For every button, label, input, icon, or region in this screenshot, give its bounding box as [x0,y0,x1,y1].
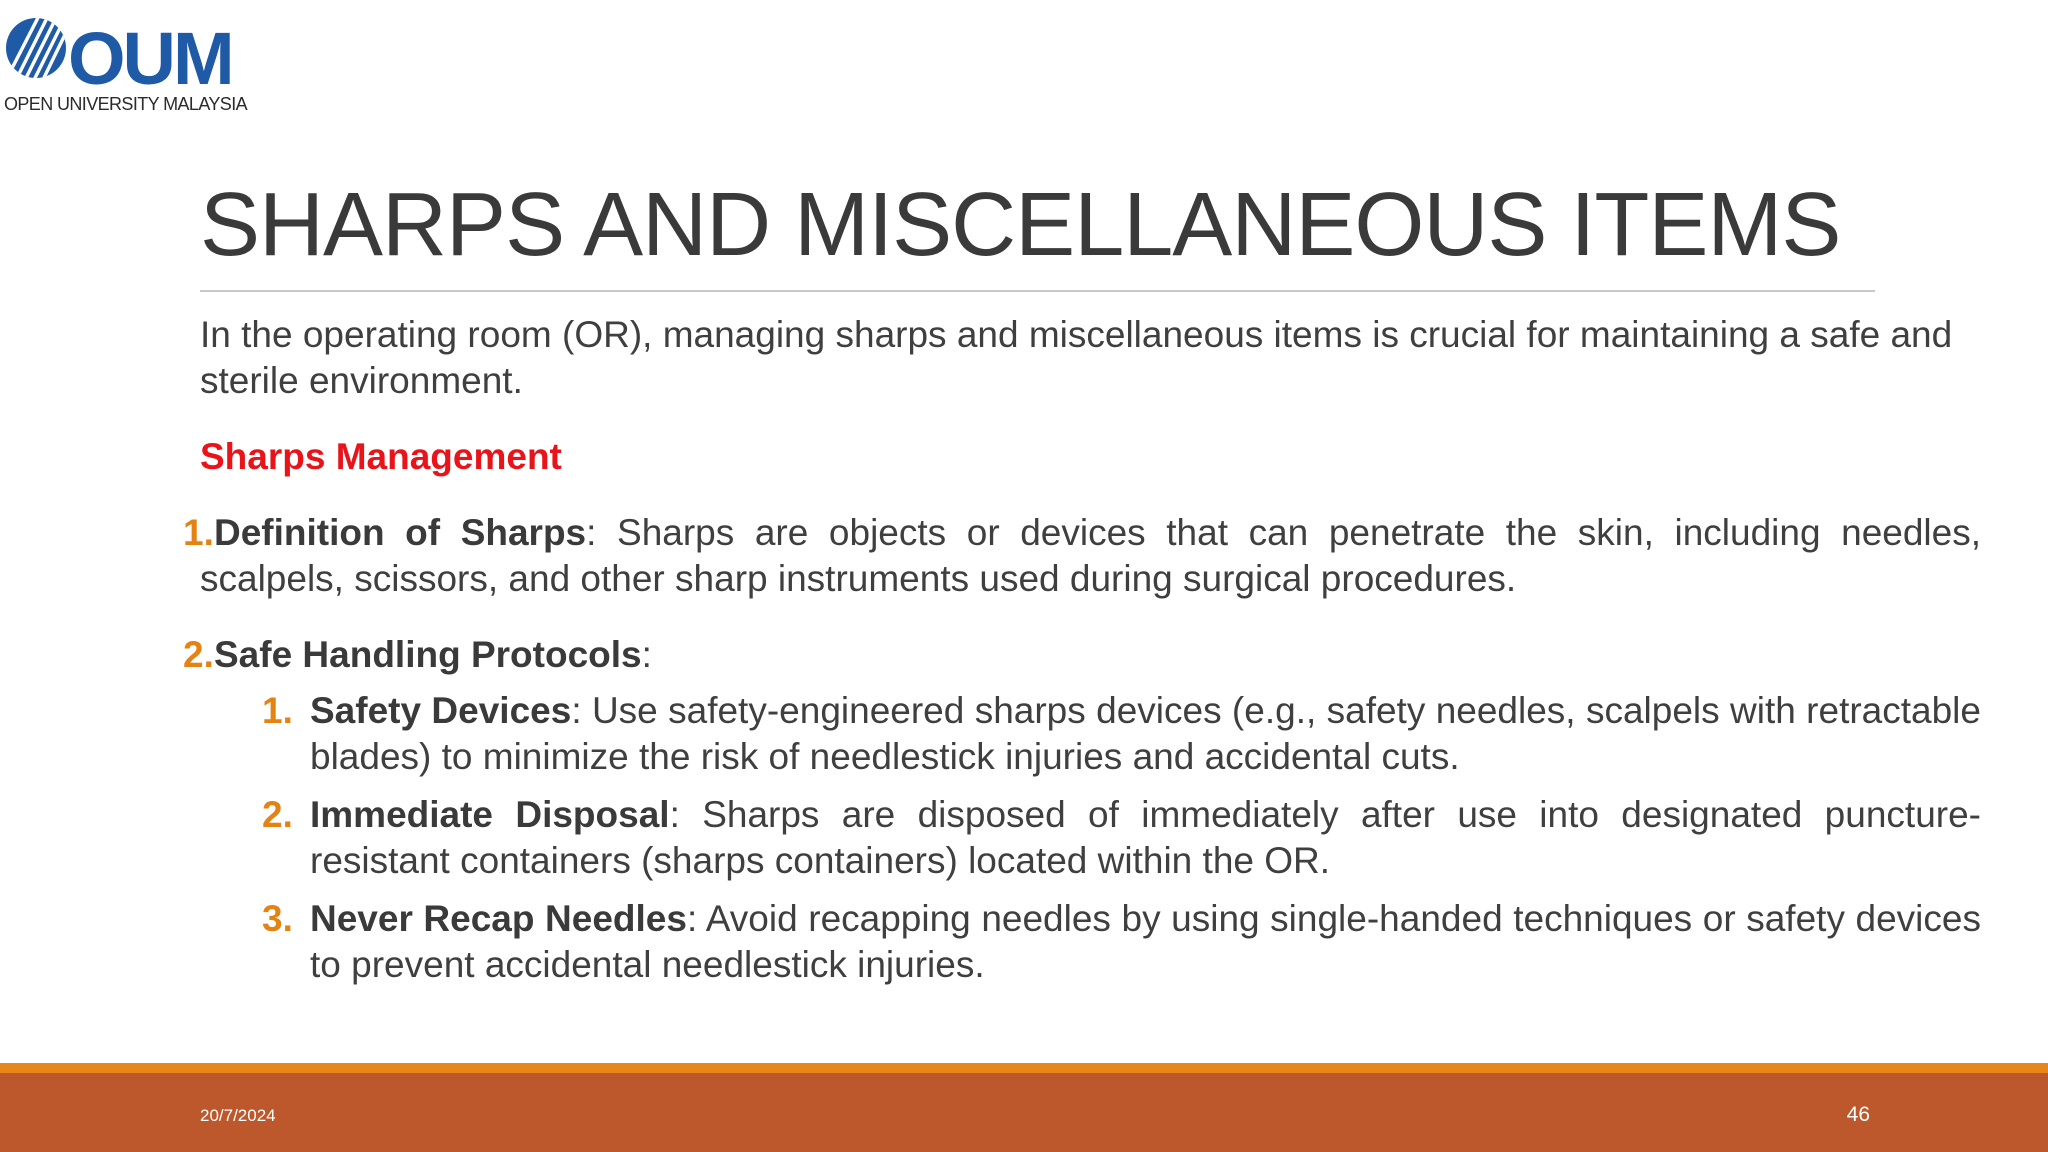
section-heading: Sharps Management [200,436,562,477]
footer-accent-stripe [0,1063,2048,1073]
footer-date: 20/7/2024 [200,1106,276,1125]
sub-item-number: 3. [262,898,293,939]
sub-item-separator: : [669,794,680,835]
sub-list [200,688,1981,988]
sub-item-text: Avoid recapping needles by using single-handed techniques or safety devices to prevent accidental needlestick injuries. [310,898,1981,985]
sub-item-term: Safety Devices [310,690,572,731]
list-item-separator: : [641,634,652,675]
sub-item-separator: : [686,898,698,939]
sub-item-never-recap-needles [262,896,1981,988]
sub-item-immediate-disposal [262,792,1981,884]
list-item-definition-of-sharps [183,510,1982,602]
sub-item-separator: : [571,690,582,731]
sub-item-number: 2. [262,794,293,835]
footer-bar [0,1073,2048,1152]
sub-item-safety-devices [262,688,1981,780]
sub-item-term: Immediate Disposal [310,794,670,835]
list-item-safe-handling-protocols [183,632,1981,988]
sub-item-number: 1. [262,690,293,731]
list-item-number: 2. [183,634,214,675]
list-item-separator: : [586,512,597,553]
sub-item-text: Use safety-engineered sharps devices (e.g., safety needles, scalpels with retractable blades) to minimize the risk of needlestick injuries and accidental cuts. [310,690,1981,777]
list-item-text: Sharps are objects or devices that can penetrate the skin, including needles, scalpels, scissors, and other sharp instruments used during surgical procedures. [200,512,1982,599]
list-item-term: Definition of Sharps [214,512,587,553]
slide-title: SHARPS AND MISCELLANEOUS ITEMS [200,175,1841,275]
main-list [183,510,1982,988]
intro-paragraph: In the operating room (OR), managing sharps and miscellaneous items is crucial for maintaining a safe and sterile environment. [200,314,1953,401]
oum-logo [4,6,248,121]
list-item-number: 1. [183,512,214,553]
sub-item-term: Never Recap Needles [310,898,687,939]
oum-logo-emblem [4,6,234,96]
list-item-term: Safe Handling Protocols [214,634,642,675]
logo-caption: OPEN UNIVERSITY MALAYSIA [4,94,248,114]
slide-number: 46 [1846,1103,1870,1126]
title-divider [200,290,1875,292]
logo-wordmark: OUM [68,17,232,96]
sub-item-text: Sharps are disposed of immediately after use into designated puncture-resistant containers (sharps containers) located within the OR. [310,794,1981,881]
slide-body [183,312,1982,1018]
